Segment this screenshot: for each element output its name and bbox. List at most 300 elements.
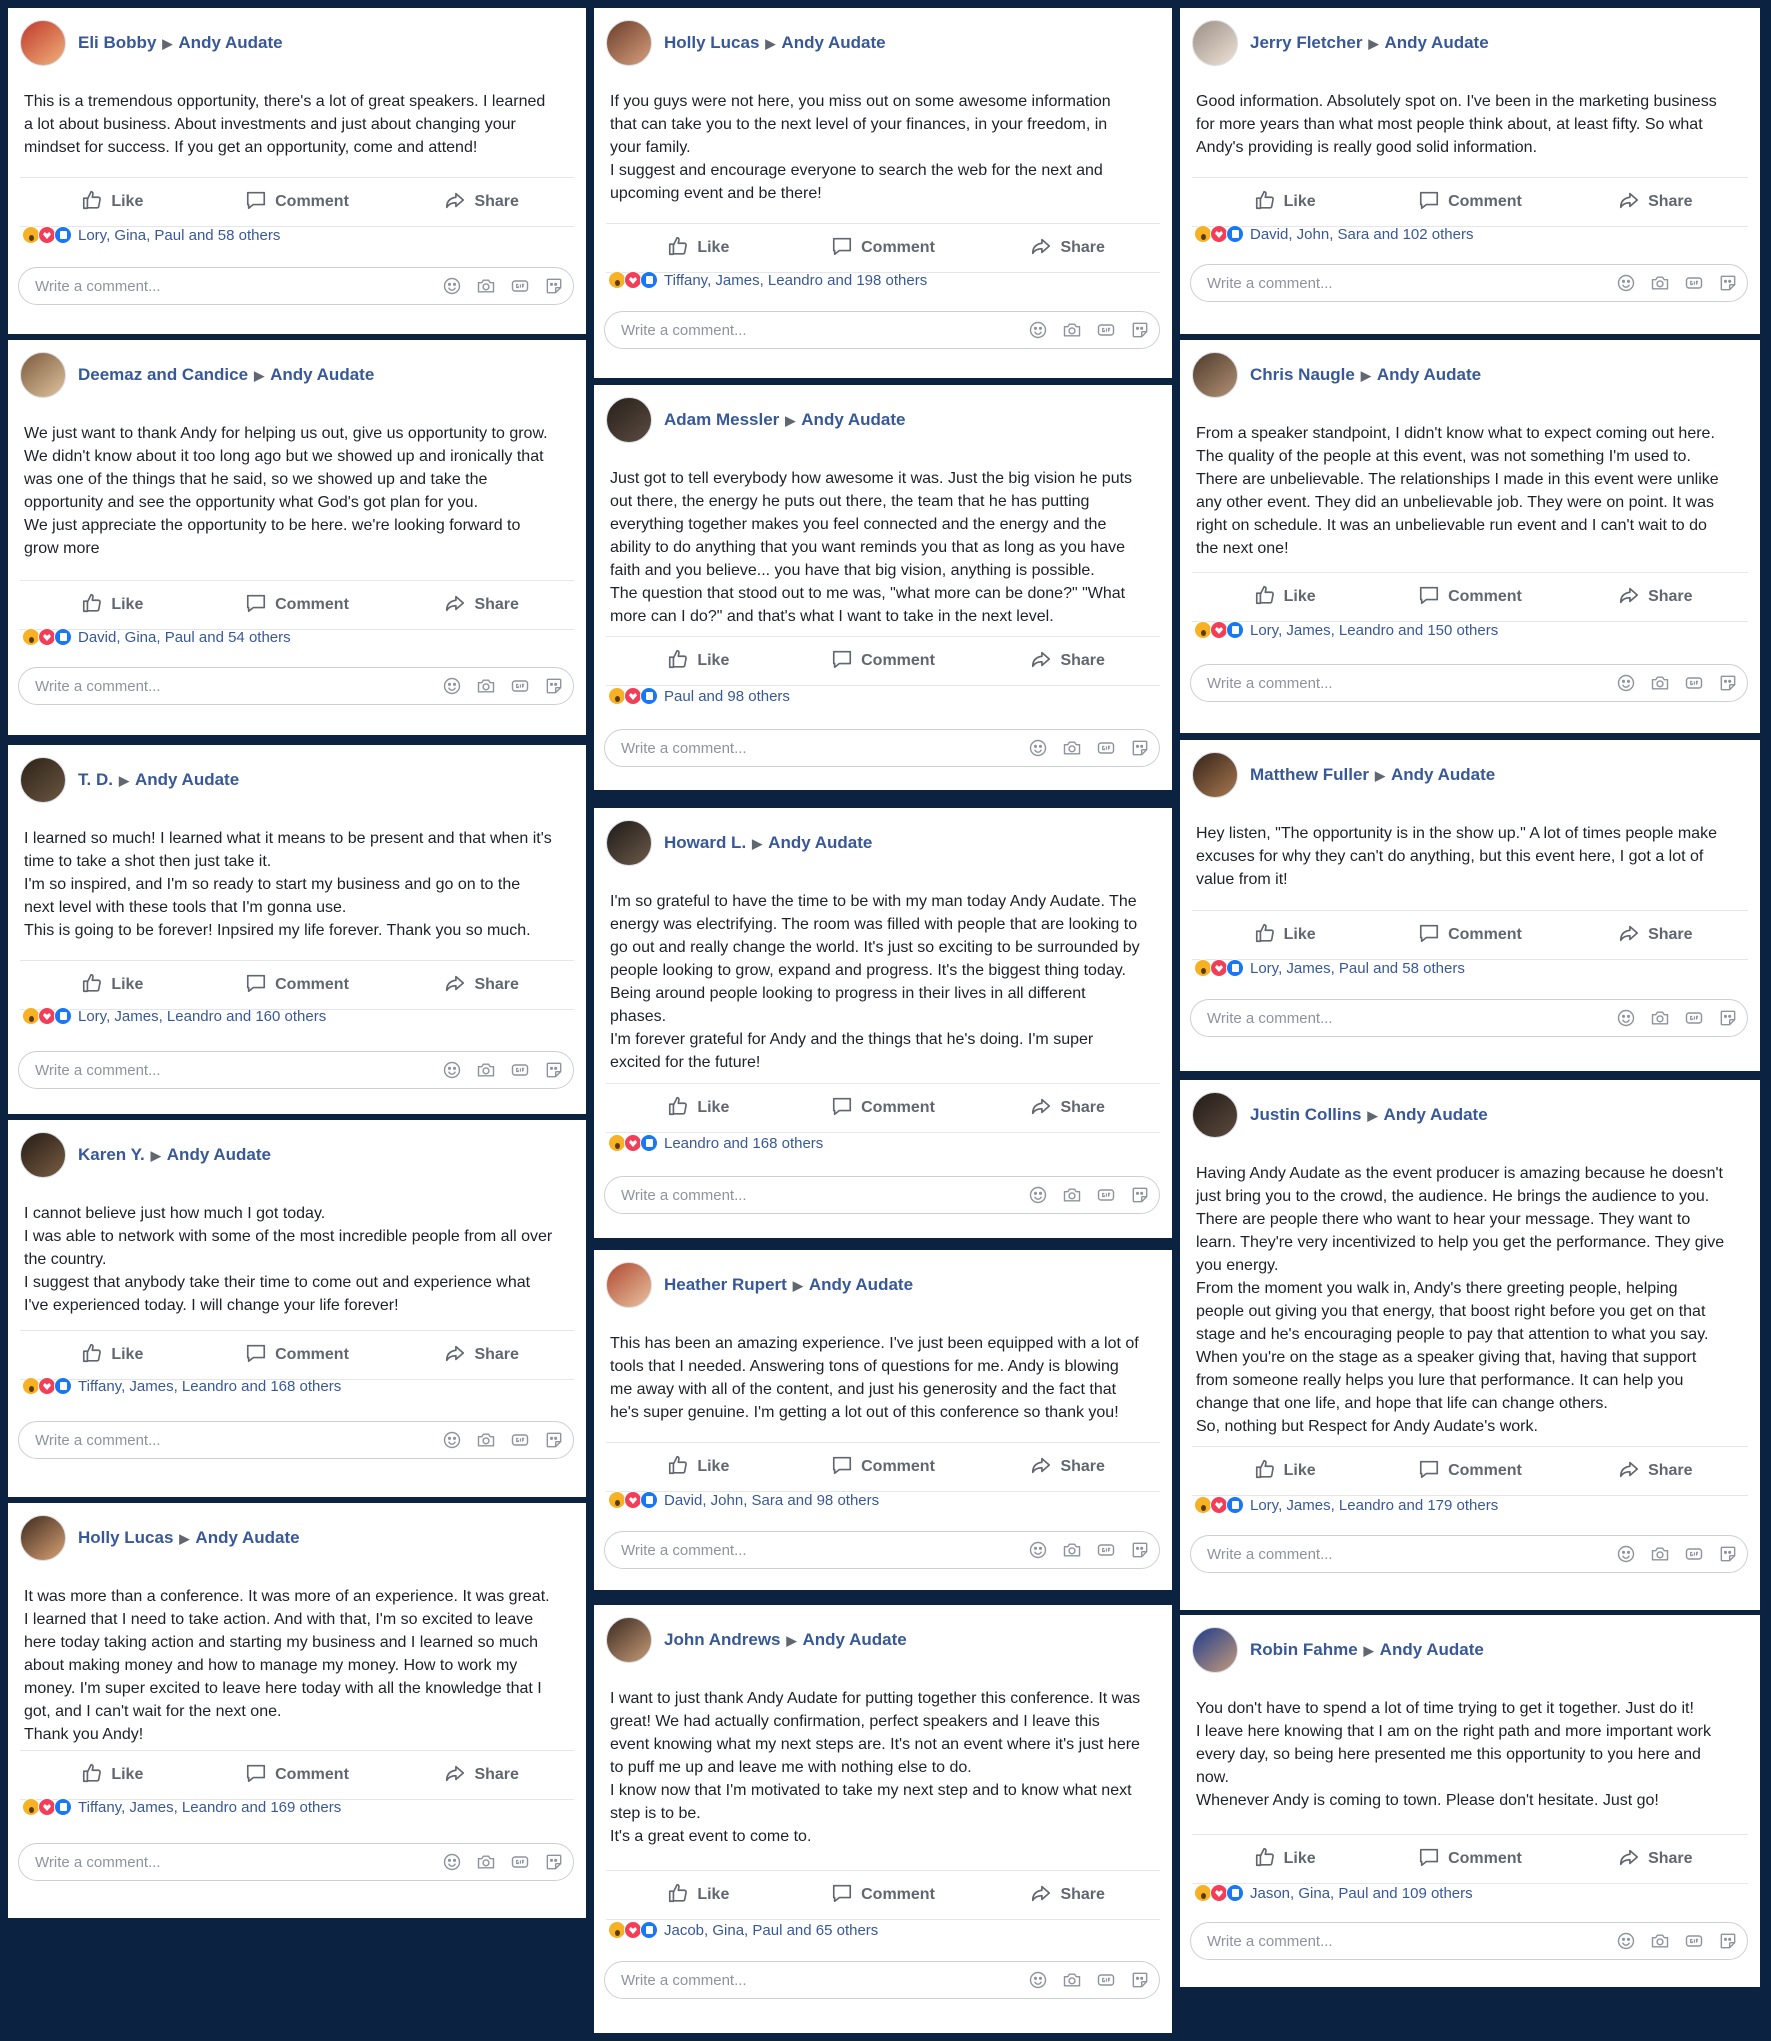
camera-icon[interactable] bbox=[1061, 1184, 1083, 1206]
target-page-name[interactable]: Andy Audate bbox=[1376, 365, 1482, 384]
share-button[interactable] bbox=[1563, 1846, 1748, 1873]
share-button[interactable] bbox=[975, 1454, 1160, 1481]
avatar[interactable] bbox=[20, 1515, 66, 1561]
share-button[interactable] bbox=[389, 1762, 574, 1789]
author-name[interactable]: Justin Collins bbox=[1250, 1105, 1362, 1124]
reactions-text[interactable]: Lory, Gina, Paul and 58 others bbox=[78, 226, 281, 244]
share-label: Share bbox=[474, 1346, 519, 1363]
target-page-name[interactable]: Andy Audate bbox=[1384, 33, 1489, 52]
thumbs-up-icon bbox=[667, 1454, 697, 1481]
reactions-text[interactable]: Lory, James, Leandro and 150 others bbox=[1250, 621, 1499, 639]
share-button[interactable] bbox=[1563, 189, 1748, 216]
comment-button[interactable] bbox=[791, 235, 976, 262]
thumbs-up-icon bbox=[81, 1342, 111, 1369]
emoji-icon[interactable] bbox=[1027, 319, 1049, 341]
reactions-text[interactable]: Paul and 98 others bbox=[664, 687, 790, 705]
emoji-icon[interactable] bbox=[441, 675, 463, 697]
camera-icon[interactable] bbox=[475, 275, 497, 297]
share-arrow-icon bbox=[1618, 189, 1648, 216]
share-button[interactable] bbox=[975, 1095, 1160, 1122]
comment-input[interactable] bbox=[1205, 274, 1603, 293]
share-button[interactable] bbox=[389, 972, 574, 999]
comment-input[interactable] bbox=[619, 1971, 1015, 1990]
like-reaction-icon bbox=[1226, 1496, 1244, 1514]
comment-button[interactable] bbox=[205, 1762, 390, 1789]
sticker-icon[interactable] bbox=[1129, 1539, 1151, 1561]
gif-icon[interactable] bbox=[1095, 1539, 1117, 1561]
post-header bbox=[606, 397, 1160, 443]
arrow-right-icon: ▶ bbox=[1360, 368, 1371, 383]
like-button[interactable] bbox=[1192, 922, 1377, 949]
avatar[interactable] bbox=[1192, 20, 1238, 66]
thumbs-up-icon bbox=[667, 235, 697, 262]
reactions-row[interactable] bbox=[1194, 1881, 1748, 1905]
emoji-icon[interactable] bbox=[441, 1059, 463, 1081]
emoji-icon[interactable] bbox=[1027, 1184, 1049, 1206]
target-page-name[interactable]: Andy Audate bbox=[801, 410, 906, 429]
sticker-icon[interactable] bbox=[1129, 1969, 1151, 1991]
post-header bbox=[20, 757, 574, 803]
like-button[interactable] bbox=[606, 1882, 791, 1909]
reactions-row[interactable] bbox=[1194, 618, 1748, 642]
share-arrow-icon bbox=[444, 972, 474, 999]
post-actions bbox=[606, 1870, 1160, 1920]
like-button[interactable] bbox=[606, 235, 791, 262]
comment-input[interactable] bbox=[619, 739, 1015, 758]
comment-box bbox=[1190, 264, 1748, 302]
camera-icon[interactable] bbox=[1649, 1930, 1671, 1952]
post-names bbox=[664, 33, 886, 53]
emoji-icon[interactable] bbox=[1027, 737, 1049, 759]
target-page-name[interactable]: Andy Audate bbox=[768, 833, 873, 852]
post-actions bbox=[606, 636, 1160, 686]
sticker-icon[interactable] bbox=[543, 1851, 565, 1873]
avatar[interactable] bbox=[20, 352, 66, 398]
emoji-icon[interactable] bbox=[1027, 1969, 1049, 1991]
avatar[interactable] bbox=[606, 20, 652, 66]
emoji-icon[interactable] bbox=[1615, 1930, 1637, 1952]
thumbs-up-icon bbox=[1254, 1846, 1284, 1873]
speech-bubble-icon bbox=[831, 648, 861, 675]
comment-box bbox=[1190, 664, 1748, 702]
speech-bubble-icon bbox=[1418, 1846, 1448, 1873]
author-name[interactable]: Karen Y. bbox=[78, 1145, 145, 1164]
gif-icon[interactable] bbox=[1683, 672, 1705, 694]
post-text: It was more than a conference. It was more of an experience. It was great. I learned that I need to take action. And with that, I'm so excited to leave here today taking action and starting my business and I learned so much about making money and how to manage my money. How to work my money. I'm super excited to leave here today with all the knowledge that I got, and I can't wait for the next one. Thank you Andy! bbox=[24, 1588, 550, 1743]
like-reaction-icon bbox=[640, 271, 658, 289]
like-reaction-icon bbox=[640, 1491, 658, 1509]
post-card bbox=[594, 385, 1172, 790]
comment-label: Comment bbox=[861, 652, 935, 669]
emoji-icon[interactable] bbox=[1027, 1539, 1049, 1561]
avatar[interactable] bbox=[606, 1262, 652, 1308]
comment-input[interactable] bbox=[1205, 1009, 1603, 1028]
thumbs-up-icon bbox=[81, 972, 111, 999]
comment-input[interactable] bbox=[33, 1431, 429, 1450]
avatar[interactable] bbox=[1192, 752, 1238, 798]
comment-box bbox=[1190, 999, 1748, 1037]
avatar[interactable] bbox=[606, 1617, 652, 1663]
author-name[interactable]: Heather Rupert bbox=[664, 1275, 787, 1294]
target-page-name[interactable]: Andy Audate bbox=[134, 770, 240, 789]
reactions-row[interactable] bbox=[22, 223, 574, 247]
gif-icon[interactable] bbox=[1095, 1184, 1117, 1206]
sticker-icon[interactable] bbox=[1717, 672, 1739, 694]
gif-icon[interactable] bbox=[1095, 737, 1117, 759]
gif-icon[interactable] bbox=[509, 275, 531, 297]
avatar[interactable] bbox=[20, 757, 66, 803]
like-reaction-icon bbox=[640, 687, 658, 705]
post-header bbox=[606, 1262, 1160, 1308]
post-actions bbox=[20, 580, 574, 630]
like-label: Like bbox=[1283, 193, 1316, 210]
reactions-text[interactable]: David, Gina, Paul and 54 others bbox=[78, 628, 291, 646]
comment-button[interactable] bbox=[791, 1882, 976, 1909]
arrow-right-icon: ▶ bbox=[254, 368, 265, 383]
arrow-right-icon: ▶ bbox=[1368, 36, 1379, 51]
share-arrow-icon bbox=[444, 592, 474, 619]
like-button[interactable] bbox=[20, 972, 205, 999]
gif-icon[interactable] bbox=[509, 1059, 531, 1081]
comment-button[interactable] bbox=[1377, 584, 1562, 611]
author-name[interactable]: Deemaz and Candice bbox=[78, 365, 249, 384]
speech-bubble-icon bbox=[245, 972, 275, 999]
like-label: Like bbox=[697, 1458, 730, 1475]
share-button[interactable] bbox=[389, 189, 574, 216]
post-text: Hey listen, "The opportunity is in the show up." A lot of times people make excuses for why they can't do anything, but this event here, I got a lot of value from it! bbox=[1196, 825, 1717, 888]
arrow-right-icon: ▶ bbox=[785, 413, 796, 428]
avatar[interactable] bbox=[1192, 1627, 1238, 1673]
comment-label: Comment bbox=[861, 239, 935, 256]
sticker-icon[interactable] bbox=[543, 675, 565, 697]
share-arrow-icon bbox=[1030, 1454, 1060, 1481]
reactions-row[interactable] bbox=[1194, 1493, 1748, 1517]
post-card bbox=[1180, 340, 1760, 733]
reactions-row[interactable] bbox=[1194, 956, 1748, 980]
post-actions bbox=[1192, 1834, 1748, 1884]
post-actions bbox=[606, 223, 1160, 273]
comment-button[interactable] bbox=[205, 592, 390, 619]
post-names bbox=[664, 1275, 913, 1295]
author-name[interactable]: John Andrews bbox=[664, 1630, 781, 1649]
gif-icon[interactable] bbox=[509, 1851, 531, 1873]
avatar[interactable] bbox=[606, 397, 652, 443]
share-button[interactable] bbox=[389, 592, 574, 619]
reactions-text[interactable]: David, John, Sara and 102 others bbox=[1250, 225, 1474, 243]
reactions-row[interactable] bbox=[608, 1488, 1160, 1512]
comment-button[interactable] bbox=[1377, 1458, 1562, 1485]
share-label: Share bbox=[474, 976, 519, 993]
comment-box bbox=[604, 729, 1160, 767]
emoji-icon[interactable] bbox=[441, 1429, 463, 1451]
avatar[interactable] bbox=[606, 820, 652, 866]
sticker-icon[interactable] bbox=[1717, 1007, 1739, 1029]
speech-bubble-icon bbox=[831, 1454, 861, 1481]
thumbs-up-icon bbox=[667, 648, 697, 675]
share-label: Share bbox=[1648, 926, 1693, 943]
reactions-row[interactable] bbox=[22, 1374, 574, 1398]
camera-icon[interactable] bbox=[1649, 1007, 1671, 1029]
comment-input[interactable] bbox=[33, 1853, 429, 1872]
target-page-name[interactable]: Andy Audate bbox=[808, 1275, 914, 1294]
sticker-icon[interactable] bbox=[1129, 737, 1151, 759]
speech-bubble-icon bbox=[1418, 1458, 1448, 1485]
comment-box bbox=[604, 311, 1160, 349]
reactions-row[interactable] bbox=[22, 625, 574, 649]
post-actions bbox=[1192, 910, 1748, 960]
comment-box bbox=[18, 1051, 574, 1089]
reactions-text[interactable]: Lory, James, Leandro and 160 others bbox=[78, 1007, 327, 1025]
like-button[interactable] bbox=[606, 648, 791, 675]
comment-label: Comment bbox=[1448, 926, 1522, 943]
author-name[interactable]: Holly Lucas bbox=[664, 33, 760, 52]
comment-button[interactable] bbox=[791, 648, 976, 675]
share-label: Share bbox=[1060, 239, 1105, 256]
reactions-row[interactable] bbox=[608, 1918, 1160, 1942]
post-actions bbox=[20, 960, 574, 1010]
post-header bbox=[1192, 1627, 1748, 1673]
reactions-row[interactable] bbox=[608, 684, 1160, 708]
emoji-icon[interactable] bbox=[1615, 272, 1637, 294]
emoji-icon[interactable] bbox=[1615, 672, 1637, 694]
like-reaction-icon bbox=[1226, 225, 1244, 243]
target-page-name[interactable]: Andy Audate bbox=[1383, 1105, 1488, 1124]
share-arrow-icon bbox=[1030, 1095, 1060, 1122]
author-name[interactable]: Robin Fahme bbox=[1250, 1640, 1358, 1659]
emoji-icon[interactable] bbox=[441, 1851, 463, 1873]
reactions-text[interactable]: Lory, James, Paul and 58 others bbox=[1250, 959, 1465, 977]
reactions-text[interactable]: Jason, Gina, Paul and 109 others bbox=[1250, 1884, 1473, 1902]
share-button[interactable] bbox=[1563, 922, 1748, 949]
author-name[interactable]: Matthew Fuller bbox=[1250, 765, 1370, 784]
reactions-text[interactable]: Lory, James, Leandro and 179 others bbox=[1250, 1496, 1499, 1514]
like-button[interactable] bbox=[20, 1762, 205, 1789]
target-page-name[interactable]: Andy Audate bbox=[1391, 765, 1496, 784]
comment-box bbox=[1190, 1535, 1748, 1573]
like-label: Like bbox=[1283, 588, 1316, 605]
share-button[interactable] bbox=[975, 235, 1160, 262]
post-text: This has been an amazing experience. I've just been equipped with a lot of tools that I needed. Answering tons of questions for me. Andy is blowing me away with all of the content, and just his generosity and the fact that he's super genuine. I'm getting a lot out of this conference so thank you! bbox=[610, 1335, 1139, 1421]
camera-icon[interactable] bbox=[1649, 272, 1671, 294]
thumbs-up-icon bbox=[81, 1762, 111, 1789]
like-label: Like bbox=[697, 652, 730, 669]
emoji-icon[interactable] bbox=[1615, 1543, 1637, 1565]
comment-button[interactable] bbox=[205, 189, 390, 216]
comment-button[interactable] bbox=[205, 1342, 390, 1369]
sticker-icon[interactable] bbox=[543, 1059, 565, 1081]
target-page-name[interactable]: Andy Audate bbox=[166, 1145, 271, 1164]
thumbs-up-icon bbox=[81, 189, 111, 216]
camera-icon[interactable] bbox=[1649, 672, 1671, 694]
sticker-icon[interactable] bbox=[1129, 319, 1151, 341]
like-button[interactable] bbox=[20, 1342, 205, 1369]
gif-icon[interactable] bbox=[509, 1429, 531, 1451]
target-page-name[interactable]: Andy Audate bbox=[802, 1630, 907, 1649]
reactions-text[interactable]: Jacob, Gina, Paul and 65 others bbox=[664, 1921, 879, 1939]
camera-icon[interactable] bbox=[1061, 319, 1083, 341]
camera-icon[interactable] bbox=[475, 1059, 497, 1081]
comment-input[interactable] bbox=[1205, 674, 1603, 693]
sticker-icon[interactable] bbox=[1717, 272, 1739, 294]
comment-label: Comment bbox=[861, 1886, 935, 1903]
avatar[interactable] bbox=[20, 1132, 66, 1178]
emoji-icon[interactable] bbox=[1615, 1007, 1637, 1029]
like-button[interactable] bbox=[606, 1095, 791, 1122]
camera-icon[interactable] bbox=[1061, 1539, 1083, 1561]
share-button[interactable] bbox=[1563, 584, 1748, 611]
author-name[interactable]: Holly Lucas bbox=[78, 1528, 174, 1547]
like-button[interactable] bbox=[20, 189, 205, 216]
speech-bubble-icon bbox=[831, 235, 861, 262]
reactions-row[interactable] bbox=[22, 1004, 574, 1028]
speech-bubble-icon bbox=[1418, 922, 1448, 949]
speech-bubble-icon bbox=[831, 1095, 861, 1122]
arrow-right-icon: ▶ bbox=[162, 36, 173, 51]
reactions-row[interactable] bbox=[608, 1131, 1160, 1155]
sticker-icon[interactable] bbox=[1129, 1184, 1151, 1206]
gif-icon[interactable] bbox=[1683, 1007, 1705, 1029]
sticker-icon[interactable] bbox=[1717, 1543, 1739, 1565]
comment-button[interactable] bbox=[791, 1095, 976, 1122]
reactions-text[interactable]: Tiffany, James, Leandro and 198 others bbox=[664, 271, 928, 289]
arrow-right-icon: ▶ bbox=[786, 1633, 797, 1648]
arrow-right-icon: ▶ bbox=[765, 36, 776, 51]
author-name[interactable]: Chris Naugle bbox=[1250, 365, 1355, 384]
camera-icon[interactable] bbox=[475, 1429, 497, 1451]
author-name[interactable]: Howard L. bbox=[664, 833, 747, 852]
thumbs-up-icon bbox=[667, 1882, 697, 1909]
sticker-icon[interactable] bbox=[543, 275, 565, 297]
comment-box bbox=[18, 267, 574, 305]
post-text: If you guys were not here, you miss out on some awesome information that can take you to the next level of your finances, in your freedom, in your family. I suggest and encourage everyone to search the web for the next and upcoming event and be there! bbox=[610, 93, 1111, 202]
share-button[interactable] bbox=[389, 1342, 574, 1369]
arrow-right-icon: ▶ bbox=[1367, 1108, 1378, 1123]
gif-icon[interactable] bbox=[509, 675, 531, 697]
arrow-right-icon: ▶ bbox=[179, 1531, 190, 1546]
like-button[interactable] bbox=[1192, 584, 1377, 611]
speech-bubble-icon bbox=[245, 592, 275, 619]
arrow-right-icon: ▶ bbox=[752, 836, 763, 851]
comment-input[interactable] bbox=[33, 1061, 429, 1080]
camera-icon[interactable] bbox=[1061, 737, 1083, 759]
post-card bbox=[8, 8, 586, 334]
post-card bbox=[8, 1503, 586, 1918]
target-page-name[interactable]: Andy Audate bbox=[1379, 1640, 1484, 1659]
post-actions bbox=[1192, 177, 1748, 227]
author-name[interactable]: Adam Messler bbox=[664, 410, 780, 429]
avatar[interactable] bbox=[20, 20, 66, 66]
post-actions bbox=[20, 1750, 574, 1800]
like-button[interactable] bbox=[1192, 189, 1377, 216]
speech-bubble-icon bbox=[831, 1882, 861, 1909]
comment-label: Comment bbox=[1448, 1462, 1522, 1479]
share-arrow-icon bbox=[1618, 1846, 1648, 1873]
target-page-name[interactable]: Andy Audate bbox=[270, 365, 375, 384]
reactions-row[interactable] bbox=[608, 268, 1160, 292]
comment-input[interactable] bbox=[619, 321, 1015, 340]
reactions-text[interactable]: Leandro and 168 others bbox=[664, 1134, 824, 1152]
gif-icon[interactable] bbox=[1095, 319, 1117, 341]
like-button[interactable] bbox=[606, 1454, 791, 1481]
share-label: Share bbox=[1648, 588, 1693, 605]
post-card bbox=[1180, 1080, 1760, 1610]
thumbs-up-icon bbox=[1254, 584, 1284, 611]
target-page-name[interactable]: Andy Audate bbox=[781, 33, 886, 52]
target-page-name[interactable]: Andy Audate bbox=[178, 33, 283, 52]
camera-icon[interactable] bbox=[1061, 1969, 1083, 1991]
comment-label: Comment bbox=[275, 596, 349, 613]
comment-label: Comment bbox=[1448, 588, 1522, 605]
post-text: This is a tremendous opportunity, there's a lot of great speakers. I learned a lot about business. About investments and just about changing your mindset for success. If you get an opportunity, come and attend! bbox=[24, 93, 546, 156]
author-name[interactable]: Jerry Fletcher bbox=[1250, 33, 1363, 52]
post-text: I want to just thank Andy Audate for putting together this conference. It was great! We had actually confirmation, perfect speakers and I leave this event knowing what my next steps are. It's not an event where it's just here to puff me up and leave me with nothing else to do. I know now that I'm motivated to take my next step and to know what next step is to be. It's a great event to come to. bbox=[610, 1690, 1141, 1845]
author-name[interactable]: T. D. bbox=[78, 770, 113, 789]
post-names bbox=[664, 1630, 907, 1650]
comment-label: Comment bbox=[275, 1346, 349, 1363]
like-button[interactable] bbox=[20, 592, 205, 619]
comment-input[interactable] bbox=[619, 1186, 1015, 1205]
reactions-row[interactable] bbox=[22, 1795, 574, 1819]
avatar[interactable] bbox=[1192, 352, 1238, 398]
arrow-right-icon: ▶ bbox=[792, 1278, 803, 1293]
post-text: Having Andy Audate as the event producer is amazing because he doesn't just bring you to the crowd, the audience. He brings the audience to you. There are people there who want to hear your message. They want to learn. They're very incentivized to help you get the performance. They give you energy. From the moment you walk in, Andy's there greeting people, helping people out giving you that energy, that boost right before you get on that stage and he's encouraging people to pay that attention to what you say. When you're on the stage as a speaker giving that, having that support from someone really helps you lure that performance. It can help you change that one life, and hope that life can change others. So, nothing but Respect for Andy Audate's work. bbox=[1196, 1165, 1725, 1435]
share-button[interactable] bbox=[1563, 1458, 1748, 1485]
emoji-icon[interactable] bbox=[441, 275, 463, 297]
comment-button[interactable] bbox=[1377, 1846, 1562, 1873]
avatar[interactable] bbox=[1192, 1092, 1238, 1138]
reactions-text[interactable]: Tiffany, James, Leandro and 168 others bbox=[78, 1377, 342, 1395]
comment-button[interactable] bbox=[791, 1454, 976, 1481]
comment-input[interactable] bbox=[619, 1541, 1015, 1560]
reactions-text[interactable]: David, John, Sara and 98 others bbox=[664, 1491, 880, 1509]
post-text: I cannot believe just how much I got today. I was able to network with some of the most incredible people from all over the country. I suggest that anybody take their time to come out and experience what I've experienced today. I will change your life forever! bbox=[24, 1205, 553, 1314]
comment-input[interactable] bbox=[1205, 1545, 1603, 1564]
thumbs-up-icon bbox=[1254, 189, 1284, 216]
comment-input[interactable] bbox=[33, 277, 429, 296]
gif-icon[interactable] bbox=[1683, 1930, 1705, 1952]
gif-icon[interactable] bbox=[1095, 1969, 1117, 1991]
camera-icon[interactable] bbox=[1649, 1543, 1671, 1565]
sticker-icon[interactable] bbox=[1717, 1930, 1739, 1952]
gif-icon[interactable] bbox=[1683, 1543, 1705, 1565]
comment-button[interactable] bbox=[1377, 189, 1562, 216]
target-page-name[interactable]: Andy Audate bbox=[195, 1528, 300, 1547]
post-card bbox=[594, 808, 1172, 1238]
comment-button[interactable] bbox=[1377, 922, 1562, 949]
share-label: Share bbox=[1060, 1458, 1105, 1475]
camera-icon[interactable] bbox=[475, 1851, 497, 1873]
like-button[interactable] bbox=[1192, 1458, 1377, 1485]
reactions-row[interactable] bbox=[1194, 222, 1748, 246]
share-label: Share bbox=[1060, 652, 1105, 669]
post-header bbox=[1192, 352, 1748, 398]
sticker-icon[interactable] bbox=[543, 1429, 565, 1451]
post-card bbox=[1180, 740, 1760, 1071]
speech-bubble-icon bbox=[1418, 584, 1448, 611]
gif-icon[interactable] bbox=[1683, 272, 1705, 294]
share-button[interactable] bbox=[975, 648, 1160, 675]
like-button[interactable] bbox=[1192, 1846, 1377, 1873]
reactions-text[interactable]: Tiffany, James, Leandro and 169 others bbox=[78, 1798, 342, 1816]
comment-button[interactable] bbox=[205, 972, 390, 999]
post-text: You don't have to spend a lot of time trying to get it together. Just do it! I leave here knowing that I am on the right path and more important work every day, so being here presented me this opportunity to you here and now. Whenever Andy is coming to town. Please don't hesitate. Just go! bbox=[1196, 1700, 1711, 1809]
comment-input[interactable] bbox=[33, 677, 429, 696]
share-button[interactable] bbox=[975, 1882, 1160, 1909]
comment-input[interactable] bbox=[1205, 1932, 1603, 1951]
post-card bbox=[1180, 8, 1760, 334]
camera-icon[interactable] bbox=[475, 675, 497, 697]
author-name[interactable]: Eli Bobby bbox=[78, 33, 157, 52]
